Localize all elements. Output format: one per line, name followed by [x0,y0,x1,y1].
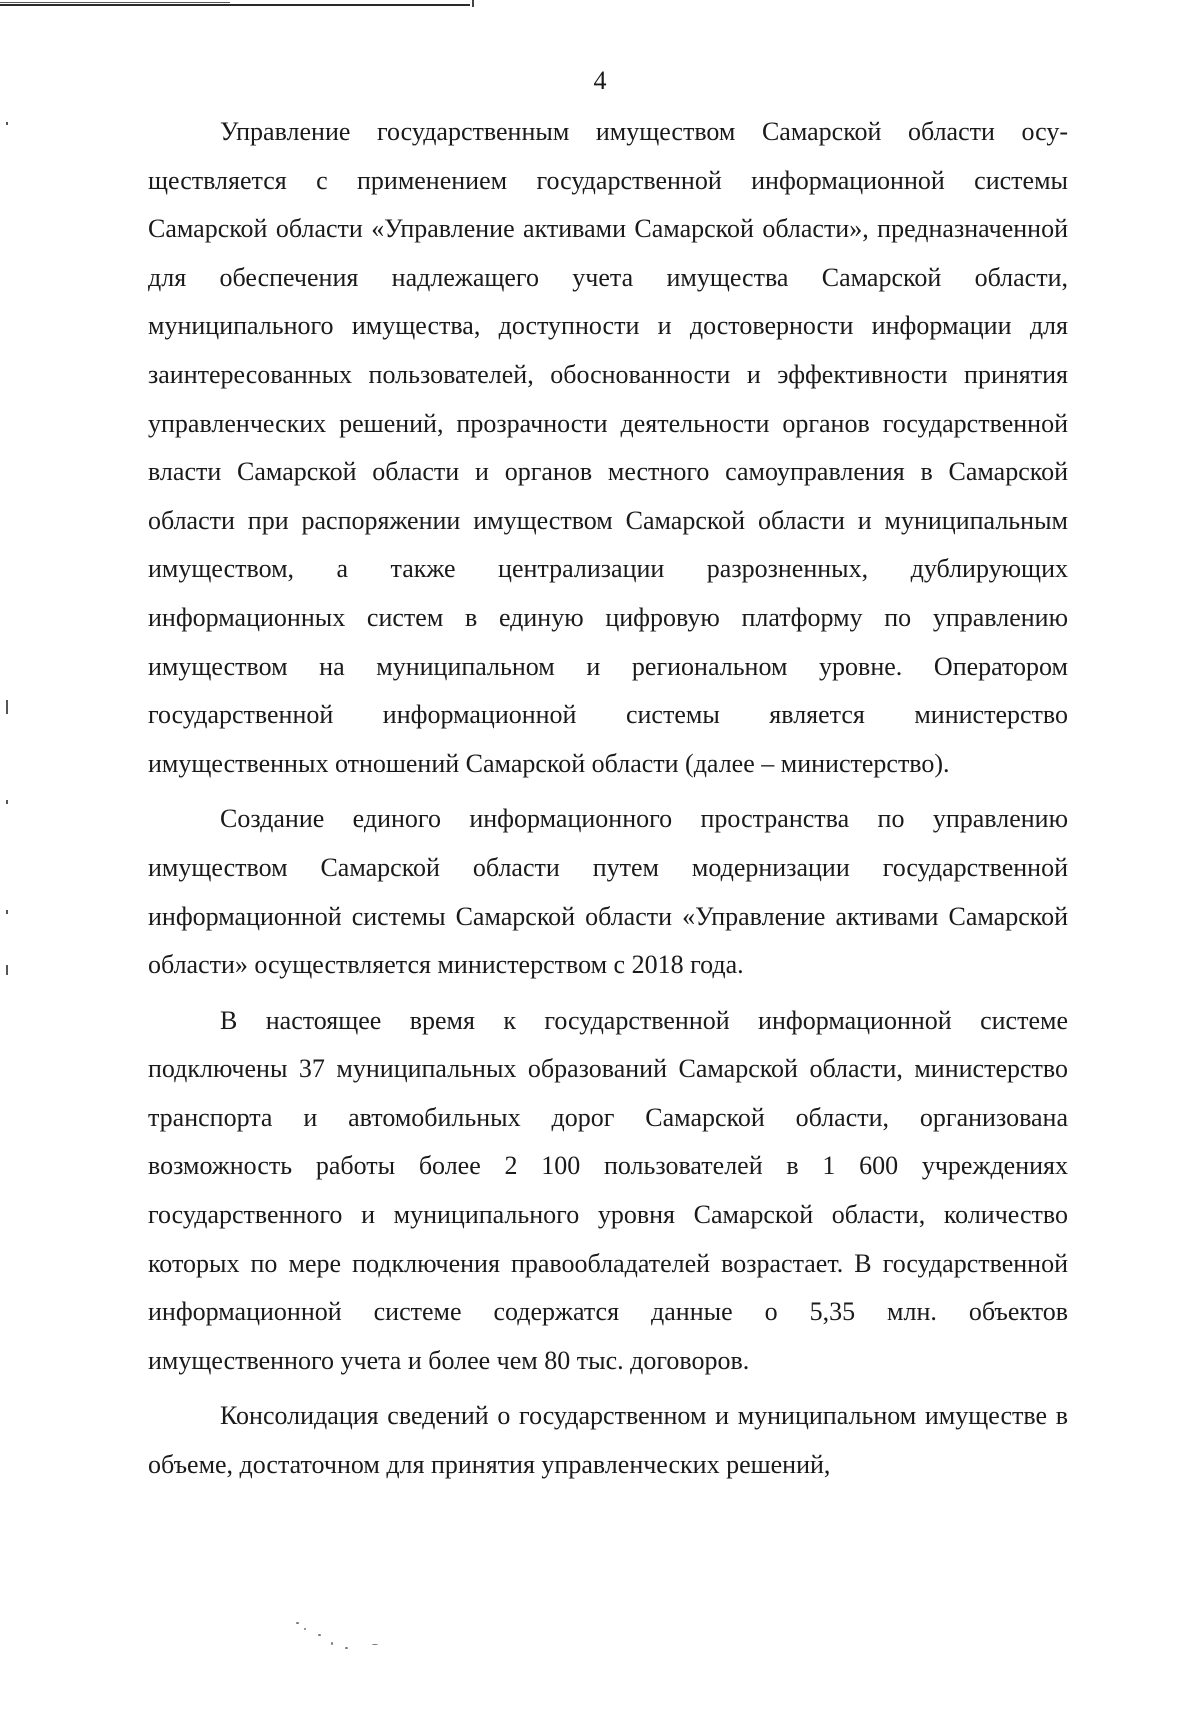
document-body [148,108,1068,1490]
paragraph: Консолидация сведений о государственном и муниципальном имуществе в объеме, достаточном для принятия управленческих решений, [148,1401,1068,1480]
paragraph: В настоящее время к государственной информационной системе подключены 37 муниципальных образований Самарской области, министерство транспорта и автомобильных дорог Самарской области, организована возможность работы более 2 100 пользователей в 1 600 учреждениях государственного и муниципального уровня Самарской области, количество которых по мере подключения правообладателей возрастает. В государственной информационной системе содержатся данные о 5,35 млн. объектов имущественного учета и более чем 80 тыс. договоров. [148,1005,1068,1375]
scan-edge-tick [472,0,474,7]
scan-speck [331,1642,333,1645]
page-number: 4 [593,66,607,95]
scan-speck [318,1634,321,1636]
scan-margin-mark [6,800,8,804]
paragraph: Создание единого информационного пространства по управлению имуществом Самарской области путем модернизации государственной информационной системы Самарской области «Управление активами Самарской области» осуществляется министерством с 2018 года. [148,804,1068,980]
scan-edge-line [0,2,230,3]
scan-margin-mark [6,965,8,975]
scan-margin-mark [6,700,8,714]
scan-speck [304,1628,306,1630]
scan-margin-mark [6,910,8,914]
scan-speck [345,1647,348,1649]
paragraph: Управление государственным имуществом Самарской области осуществляется с применением государственной информационной системы Самарской области «Управление активами Самарской области», предназначенной для обеспечения надлежащего учета имущества Самарской области, муниципального имущества, доступности и достоверности информации для заинтересованных пользователей, обоснованности и эффективности принятия управленческих решений, прозрачности деятельности органов государственной власти Самарской области и органов местного самоуправления в Самарской области при распоряжении имуществом Самарской области и муниципальным имуществом, а также централизации разрозненных, дублирующих информационных систем в единую цифровую платформу по управлению имуществом на муниципальном и региональном уровне. Оператором государственной информационной системы является министерство имущественных отношений Самарской области (далее – министерство). [148,117,1068,778]
scan-edge-line [0,4,470,6]
scan-speck [296,1622,299,1624]
scan-margin-mark [6,122,8,125]
scan-speck [372,1644,378,1645]
